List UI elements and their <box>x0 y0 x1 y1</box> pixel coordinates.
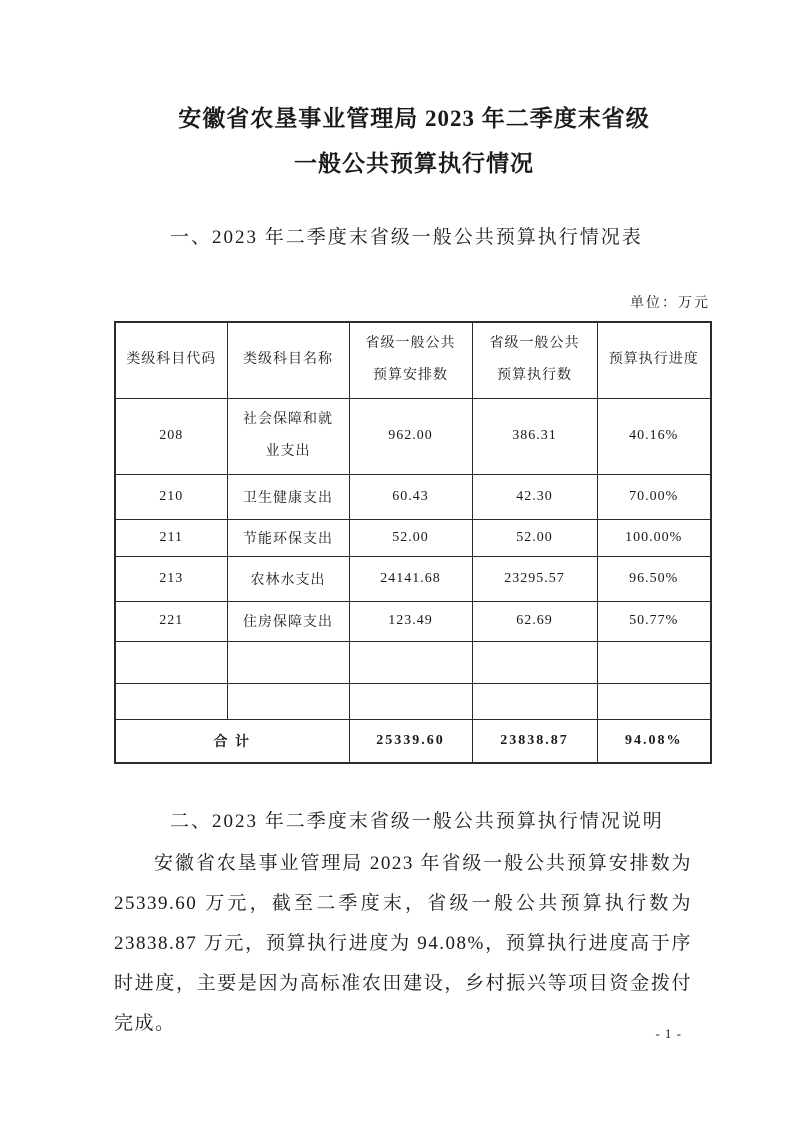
cell-code: 221 <box>115 601 227 641</box>
cell-arranged: 962.00 <box>349 398 472 474</box>
header-subject-name: 类级科目名称 <box>227 322 349 398</box>
cell-code: 210 <box>115 474 227 519</box>
total-executed: 23838.87 <box>472 719 597 763</box>
cell-name: 农林水支出 <box>227 556 349 601</box>
cell-progress: 100.00% <box>597 519 711 556</box>
cell-progress <box>597 641 711 683</box>
table-row <box>115 556 711 601</box>
total-progress: 94.08% <box>597 719 711 763</box>
section2-paragraph: 安徽省农垦事业管理局 2023 年省级一般公共预算安排数为 25339.60 万元，截至二季度末，省级一般公共预算执行数为 23838.87 万元，预算执行进度为 94.08%，预算执行进度高于序时进度，主要是因为高标准农田建设，乡村振兴等项目资金拨付完成。 <box>114 853 692 1034</box>
section1-heading: 一、2023 年二季度末省级一般公共预算执行情况表 <box>170 227 643 248</box>
header-subject-code: 类级科目代码 <box>115 322 227 398</box>
document-title-line2: 一般公共预算执行情况 <box>294 151 534 176</box>
total-label: 合 计 <box>115 719 349 763</box>
table-row <box>115 519 711 556</box>
document-title <box>114 96 714 186</box>
table-total-row <box>115 719 711 763</box>
cell-arranged: 60.43 <box>349 474 472 519</box>
cell-code: 211 <box>115 519 227 556</box>
header-arranged-line1: 省级一般公共 <box>365 336 456 352</box>
cell-name: 住房保障支出 <box>227 601 349 641</box>
header-arranged-line2: 预算安排数 <box>373 368 448 384</box>
cell-executed: 62.69 <box>472 601 597 641</box>
cell-arranged: 123.49 <box>349 601 472 641</box>
header-executed <box>472 322 597 398</box>
cell-name: 节能环保支出 <box>227 519 349 556</box>
table-row <box>115 398 711 474</box>
cell-arranged <box>349 683 472 719</box>
page-number: - 1 - <box>655 1026 682 1041</box>
cell-executed: 42.30 <box>472 474 597 519</box>
cell-progress: 70.00% <box>597 474 711 519</box>
table-row-empty <box>115 683 711 719</box>
cell-executed: 386.31 <box>472 398 597 474</box>
header-executed-line2: 预算执行数 <box>497 368 572 384</box>
cell-arranged: 52.00 <box>349 519 472 556</box>
table-row-empty <box>115 641 711 683</box>
cell-code: 213 <box>115 556 227 601</box>
cell-progress: 50.77% <box>597 601 711 641</box>
table-header-row <box>115 322 711 398</box>
cell-progress: 96.50% <box>597 556 711 601</box>
cell-progress: 40.16% <box>597 398 711 474</box>
header-executed-line1: 省级一般公共 <box>489 336 580 352</box>
table-row <box>115 601 711 641</box>
cell-name <box>227 641 349 683</box>
cell-arranged: 24141.68 <box>349 556 472 601</box>
cell-executed: 52.00 <box>472 519 597 556</box>
cell-code <box>115 683 227 719</box>
cell-name: 卫生健康支出 <box>227 474 349 519</box>
table-row <box>115 474 711 519</box>
total-arranged: 25339.60 <box>349 719 472 763</box>
cell-arranged <box>349 641 472 683</box>
cell-code <box>115 641 227 683</box>
header-progress: 预算执行进度 <box>597 322 711 398</box>
header-arranged <box>349 322 472 398</box>
cell-executed: 23295.57 <box>472 556 597 601</box>
document-title-line1: 安徽省农垦事业管理局 2023 年二季度末省级 <box>178 106 650 131</box>
cell-progress <box>597 683 711 719</box>
section2-heading: 二、2023 年二季度末省级一般公共预算执行情况说明 <box>170 811 664 832</box>
cell-name <box>227 683 349 719</box>
cell-executed <box>472 683 597 719</box>
budget-execution-table <box>114 321 712 764</box>
cell-code: 208 <box>115 398 227 474</box>
cell-name: 社会保障和就业支出 <box>227 398 349 474</box>
cell-executed <box>472 641 597 683</box>
unit-label: 单位：万元 <box>630 296 710 311</box>
